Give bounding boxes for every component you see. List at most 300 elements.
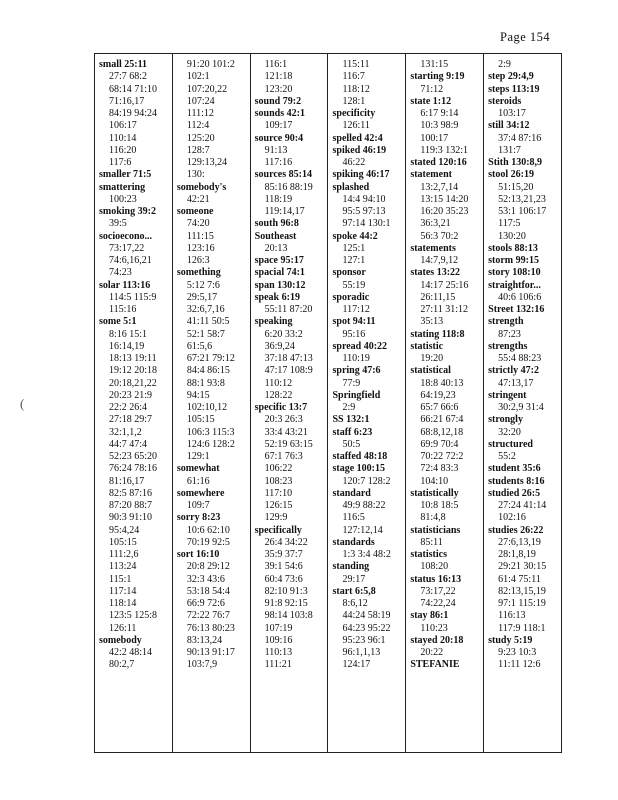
index-entry-reference: 32:3 43:6 [186,573,225,585]
index-entry-reference: 106:22 [264,463,293,475]
index-entry-reference: 61:16 [186,475,210,487]
index-entry-reference: 117:10 [264,487,293,499]
index-entry-reference: 56:3 70:2 [420,230,459,242]
index-entry-reference: 117:9 118:1 [498,622,546,634]
index-entry-reference: 110:13 [264,647,293,658]
index-entry-reference: 42:21 [186,193,210,205]
index-entry-reference: 106:17 [109,120,137,132]
index-entry-term: story 108:10 [488,267,541,279]
index-column-5 [406,54,484,752]
index-entry-reference: 80:2,7 [109,659,135,671]
index-entry-reference: 95:4,24 [109,524,140,536]
index-entry-reference: 111:2,6 [109,549,139,560]
index-entry-reference: 125:20 [186,132,215,144]
index-entry-reference: 95:23 96:1 [342,634,386,646]
index-entry-reference: 39:5 [109,218,127,230]
index-entry-reference: 109:16 [264,634,293,646]
index-entry-reference: 128:1 [342,95,366,107]
index-entry-reference: 85:11 [420,536,443,548]
index-entry-term: smaller 71:5 [99,169,152,181]
index-entry-reference: 60:4 73:6 [264,573,303,585]
index-entry-term: strengths [488,340,528,352]
index-entry-reference: 36:9,24 [264,340,295,352]
index-entry-term: stools 88:13 [488,242,538,254]
index-entry-reference: 76:13 80:23 [186,622,235,634]
index-entry-reference: 71:16,17 [109,95,145,107]
index-entry-reference: 37:4 87:16 [498,132,542,144]
index-entry-term: statistical [410,365,451,377]
index-entry-reference: 14:17 25:16 [420,279,469,291]
index-entry-term: sounds 42:1 [254,108,305,119]
index-entry-reference: 117:6 [109,157,132,168]
index-entry-reference: 13:15 14:20 [420,193,469,205]
index-entry-reference: 94:15 [186,389,210,401]
index-entry-reference: 72:4 83:3 [420,463,459,475]
index-entry-reference: 124:17 [342,659,371,671]
index-entry-reference: 83:13,24 [186,634,223,646]
index-entry-reference: 87:20 88:7 [109,500,153,511]
index-entry-term: spacial 74:1 [254,267,305,279]
index-entry-term: splashed [332,181,370,193]
index-entry-reference: 20:22 [420,647,444,658]
index-entry-term: somewhat [176,463,220,475]
index-entry-reference: 107:19 [264,622,293,634]
index-entry-reference: 98:14 103:8 [264,610,313,622]
index-entry-reference: 103:17 [498,108,526,119]
index-entry-reference: 119:14,17 [264,206,305,217]
index-entry-reference: 84:4 86:15 [186,365,230,377]
index-entry-reference: 29:5,17 [186,291,218,303]
index-entry-term: students 8:16 [488,475,545,487]
index-entry-reference: 27:7 68:2 [109,71,148,83]
index-entry-reference: 27:6,13,19 [498,536,541,548]
index-entry-reference: 6:17 9:14 [420,108,459,119]
index-entry-reference: 6:20 33:2 [264,328,303,340]
index-entry-reference: 82:5 87:16 [109,487,153,499]
index-entry-term: strongly [488,414,523,426]
index-entry-term: smoking 39:2 [99,206,156,217]
index-entry-term: specificity [332,108,376,119]
index-entry-term: Stith 130:8,9 [488,157,543,168]
index-entry-reference: 100:23 [109,193,137,205]
index-entry-term: statistic [410,340,444,352]
index-entry-term: states 13:22 [410,267,461,279]
index-entry-reference: 32:6,7,16 [186,304,225,315]
index-entry-reference: 130: [186,169,205,181]
index-entry-term: standing [332,561,370,573]
margin-mark: ( [20,396,25,411]
index-entry-reference: 5:12 7:6 [186,279,220,291]
index-entry-reference: 66:9 72:6 [186,598,225,609]
index-column-2 [173,54,251,752]
index-entry-reference: 106:3 115:3 [186,426,235,438]
index-entry-term: somewhere [176,487,225,499]
index-entry-term: stayed 20:18 [410,634,464,646]
index-entry-term: something [176,267,221,279]
index-entry-reference: 113:24 [109,561,137,573]
index-entry-term: SS 132:1 [332,414,370,426]
index-entry-reference: 33:4 43:21 [264,426,308,438]
index-entry-reference: 53:1 106:17 [498,206,547,217]
index-entry-term: storm 99:15 [488,255,539,266]
index-entry-term: student 35:6 [488,463,541,475]
index-entry-term: some 5:1 [99,316,137,328]
index-column-4 [328,54,406,752]
index-entry-reference: 55:19 [342,279,366,291]
index-entry-reference: 102:16 [498,512,526,524]
index-entry-reference: 74:23 [109,267,132,279]
index-entry-reference: 20:23 21:9 [109,389,153,401]
index-entry-reference: 70:19 92:5 [186,536,230,548]
index-entry-reference: 73:17,22 [420,585,456,597]
index-entry-term: spoke 44:2 [332,230,378,242]
index-entry-term: smattering [99,181,146,193]
index-entry-reference: 109:7 [186,500,210,511]
index-entry-term: solar 113:16 [99,279,151,291]
index-entry-reference: 125:1 [342,242,366,254]
index-entry-reference: 108:20 [420,561,449,573]
index-entry-reference: 102:1 [186,71,210,83]
index-entry-term: spelled 42:4 [332,132,383,144]
index-entry-term: sporadic [332,291,370,303]
index-entry-term: STEFANIE [410,659,460,671]
index-entry-term: source 90:4 [254,132,304,144]
index-entry-reference: 30:2,9 31:4 [498,402,544,413]
index-entry-reference: 95:5 97:13 [342,206,386,217]
index-entry-reference: 117:5 [498,218,521,230]
index-entry-term: stating 118:8 [410,328,465,340]
word-index-table [94,53,562,753]
index-entry-reference: 117:14 [109,585,137,597]
index-entry-reference: 115:11 [342,59,370,70]
index-column-3 [251,54,329,752]
index-entry-term: stringent [488,389,527,401]
index-entry-reference: 42:2 48:14 [109,647,153,658]
index-entry-reference: 10:6 62:10 [186,524,230,536]
index-entry-term: south 96:8 [254,218,299,230]
index-entry-reference: 107:20,22 [186,83,228,95]
index-entry-term: stage 100:15 [332,463,385,475]
index-entry-reference: 110:12 [264,377,293,389]
index-entry-reference: 111:12 [186,108,214,119]
index-entry-reference: 128:7 [186,144,210,156]
index-entry-term: speaking [254,316,293,328]
index-entry-reference: 35:9 37:7 [264,549,303,560]
index-entry-reference: 11:11 12:6 [498,659,541,671]
index-entry-reference: 20:18,21,22 [109,377,157,389]
index-entry-term: spiking 46:17 [332,169,390,181]
index-entry-reference: 129:13,24 [186,157,228,168]
index-entry-reference: 27:24 41:14 [498,500,547,511]
index-entry-term: speak 6:19 [254,291,300,303]
index-entry-term: strength [488,316,524,328]
index-entry-reference: 74:20 [186,218,210,230]
index-entry-reference: 117:16 [264,157,293,168]
index-entry-reference: 74:22,24 [420,598,456,609]
index-entry-reference: 52:19 63:15 [264,438,313,450]
index-entry-reference: 71:12 [420,83,444,95]
index-entry-term: step 29:4,9 [488,71,534,83]
index-entry-reference: 64:23 95:22 [342,622,391,634]
index-entry-reference: 39:1 54:6 [264,561,303,573]
index-entry-term: span 130:12 [254,279,306,291]
index-entry-reference: 77:9 [342,377,361,389]
index-entry-term: studies 26:22 [488,524,544,536]
index-entry-reference: 44:24 58:19 [342,610,391,622]
index-entry-reference: 123:16 [186,242,215,254]
index-entry-term: small 25:11 [99,59,148,70]
index-entry-reference: 91:13 [264,144,288,156]
index-entry-reference: 118:12 [342,83,370,95]
index-entry-reference: 36:3,21 [420,218,451,230]
index-entry-reference: 100:17 [420,132,449,144]
index-entry-term: someone [176,206,214,217]
index-entry-term: straightfor... [488,279,541,291]
index-entry-term: stay 86:1 [410,610,449,622]
index-entry-reference: 66:21 67:4 [420,414,464,426]
index-entry-term: statistics [410,549,447,560]
index-entry-term: space 95:17 [254,255,304,266]
index-entry-reference: 8:16 15:1 [109,328,148,340]
index-entry-reference: 26:11,15 [420,291,456,303]
index-entry-reference: 27:11 31:12 [420,304,468,315]
index-entry-reference: 119:3 132:1 [420,144,468,156]
index-entry-reference: 2:9 [342,402,356,413]
index-entry-term: studied 26:5 [488,487,541,499]
index-entry-reference: 20:8 29:12 [186,561,230,573]
index-entry-term: spot 94:11 [332,316,376,328]
index-entry-reference: 22:2 26:4 [109,402,148,413]
page-number: Page 154 [500,30,551,44]
index-entry-reference: 20:3 26:3 [264,414,303,426]
index-entry-reference: 107:24 [186,95,215,107]
index-entry-term: sorry 8:23 [176,512,221,524]
index-entry-term: spread 40:22 [332,340,388,352]
index-entry-term: sponsor [332,267,366,279]
index-entry-reference: 126:15 [264,500,293,511]
index-entry-reference: 126:11 [342,120,370,132]
index-entry-reference: 61:4 75:11 [498,573,541,585]
index-entry-term: statements [410,242,456,254]
index-entry-reference: 26:4 34:22 [264,536,308,548]
index-entry-term: statement [410,169,452,181]
index-entry-term: start 6:5,8 [332,585,376,597]
index-entry-reference: 118:14 [109,598,137,609]
index-column-6 [484,54,561,752]
index-entry-reference: 116:5 [342,512,365,524]
index-entry-reference: 52:1 58:7 [186,328,225,340]
index-entry-reference: 68:8,12,18 [420,426,464,438]
index-entry-term: sound 79:2 [254,95,302,107]
index-entry-reference: 73:17,22 [109,242,145,254]
index-entry-reference: 102:10,12 [186,402,228,413]
index-entry-term: statistically [410,487,459,499]
index-entry-term: structured [488,438,533,450]
index-entry-reference: 129:1 [186,451,210,462]
index-entry-reference: 110:14 [109,132,137,144]
index-entry-reference: 47:13,17 [498,377,534,389]
index-entry-reference: 128:22 [264,389,293,401]
index-entry-reference: 19:12 20:18 [109,365,158,377]
index-entry-reference: 116:13 [498,610,526,622]
index-entry-reference: 64:19,23 [420,389,456,401]
index-entry-reference: 131:7 [498,144,521,156]
index-entry-reference: 110:23 [420,622,448,634]
index-entry-term: status 16:13 [410,573,462,585]
index-entry-term: study 5:19 [488,634,533,646]
index-entry-reference: 28:1,8,19 [498,549,536,560]
index-entry-term: sort 16:10 [176,549,220,560]
index-entry-reference: 81:4,8 [420,512,446,524]
index-entry-reference: 69:9 70:4 [420,438,459,450]
index-column-1 [95,54,173,752]
index-entry-reference: 20:13 [264,242,288,254]
index-entry-term: steroids [488,95,522,107]
index-entry-term: somebody [99,634,142,646]
index-entry-reference: 52:13,21,23 [498,193,546,205]
index-entry-term: specifically [254,524,302,536]
index-entry-reference: 14:7,9,12 [420,255,459,266]
index-entry-reference: 32:1,1,2 [109,426,142,438]
index-entry-reference: 116:20 [109,144,137,156]
index-entry-reference: 108:23 [264,475,293,487]
index-entry-reference: 32:20 [498,426,521,438]
index-entry-reference: 127:12,14 [342,524,383,536]
index-entry-reference: 9:23 10:3 [498,647,537,658]
index-entry-reference: 18:13 19:11 [109,353,157,364]
index-entry-term: Street 132:16 [488,304,545,315]
index-entry-term: spiked 46:19 [332,144,387,156]
index-entry-term: stool 26:19 [488,169,534,181]
index-entry-reference: 76:24 78:16 [109,463,158,475]
index-entry-term: stated 120:16 [410,157,467,168]
index-entry-reference: 85:16 88:19 [264,181,313,193]
index-entry-reference: 127:1 [342,255,366,266]
index-entry-reference: 44:7 47:4 [109,438,148,450]
index-entry-term: staffed 48:18 [332,451,388,462]
index-entry-term: Springfield [332,389,381,401]
index-entry-reference: 88:1 93:8 [186,377,225,389]
index-entry-reference: 37:18 47:13 [264,353,313,364]
index-entry-term: socioecono... [99,230,153,242]
index-entry-reference: 55:4 88:23 [498,353,542,364]
index-entry-reference: 50:5 [342,438,361,450]
index-entry-reference: 129:9 [264,512,288,524]
index-entry-reference: 74:6,16,21 [109,255,152,266]
index-entry-reference: 82:13,15,19 [498,585,546,597]
index-entry-reference: 29:21 30:15 [498,561,547,573]
index-entry-reference: 67:21 79:12 [186,353,235,364]
index-entry-reference: 65:7 66:6 [420,402,459,413]
index-entry-reference: 103:7,9 [186,659,218,671]
index-entry-reference: 1:3 3:4 48:2 [342,549,391,560]
index-entry-reference: 111:21 [264,659,292,671]
index-entry-reference: 10:8 18:5 [420,500,459,511]
index-entry-reference: 87:23 [498,328,521,340]
index-entry-reference: 97:1 115:19 [498,598,546,609]
index-entry-reference: 90:3 91:10 [109,512,153,524]
index-entry-reference: 109:17 [264,120,293,132]
index-entry-term: standard [332,487,371,499]
index-entry-term: somebody's [176,181,227,193]
index-entry-reference: 19:20 [420,353,444,364]
index-entry-reference: 18:8 40:13 [420,377,464,389]
index-entry-term: standards [332,536,375,548]
index-entry-reference: 91:20 101:2 [186,59,235,70]
index-entry-term: state 1:12 [410,95,452,107]
index-entry-reference: 123:20 [264,83,293,95]
index-entry-reference: 90:13 91:17 [186,647,235,658]
index-entry-reference: 115:1 [109,573,132,585]
index-entry-reference: 117:12 [342,304,370,315]
index-entry-reference: 91:8 92:15 [264,598,308,609]
index-entry-term: sources 85:14 [254,169,312,181]
index-entry-reference: 124:6 128:2 [186,438,235,450]
index-entry-term: spring 47:6 [332,365,381,377]
index-entry-reference: 104:10 [420,475,449,487]
index-entry-reference: 13:2,7,14 [420,181,459,193]
index-entry-reference: 116:7 [342,71,365,83]
index-entry-reference: 51:15,20 [498,181,534,193]
index-entry-reference: 61:5,6 [186,340,213,352]
index-entry-reference: 114:5 115:9 [109,291,157,303]
index-entry-reference: 14:4 94:10 [342,193,386,205]
index-entry-reference: 70:22 72:2 [420,451,464,462]
index-entry-reference: 16:14,19 [109,340,145,352]
index-entry-reference: 27:18 29:7 [109,414,153,426]
index-entry-reference: 49:9 88:22 [342,500,386,511]
index-entry-reference: 40:6 106:6 [498,291,542,303]
index-entry-term: staff 6:23 [332,426,373,438]
index-entry-reference: 53:18 54:4 [186,585,230,597]
index-entry-reference: 131:15 [420,59,449,70]
index-entry-reference: 10:3 98:9 [420,120,459,132]
index-entry-term: steps 113:19 [488,83,540,95]
index-entry-reference: 110:19 [342,353,370,364]
index-entry-term: still 34:12 [488,120,530,132]
index-entry-reference: 120:7 128:2 [342,475,391,487]
index-entry-reference: 105:15 [186,414,215,426]
index-entry-reference: 82:10 91:3 [264,585,308,597]
index-entry-reference: 118:19 [264,193,293,205]
index-entry-reference: 121:18 [264,71,293,83]
index-entry-reference: 95:16 [342,328,366,340]
index-entry-reference: 105:15 [109,536,137,548]
index-entry-term: strictly 47:2 [488,365,539,377]
index-entry-reference: 97:14 130:1 [342,218,391,230]
index-entry-reference: 126:3 [186,255,210,266]
index-entry-reference: 123:5 125:8 [109,610,158,622]
index-entry-reference: 29:17 [342,573,366,585]
index-entry-reference: 112:4 [186,120,210,132]
index-entry-term: specific 13:7 [254,402,308,413]
index-entry-reference: 68:14 71:10 [109,83,158,95]
index-entry-reference: 47:17 108:9 [264,365,313,377]
index-entry-reference: 55:2 [498,451,516,462]
index-entry-reference: 72:22 76:7 [186,610,230,622]
index-entry-term: starting 9:19 [410,71,465,83]
index-entry-reference: 55:11 87:20 [264,304,313,315]
index-entry-reference: 35:13 [420,316,444,328]
index-entry-reference: 126:11 [109,622,137,634]
index-entry-reference: 2:9 [498,59,511,70]
index-entry-reference: 81:16,17 [109,475,145,487]
index-entry-term: Southeast [254,230,297,242]
index-entry-reference: 130:20 [498,230,526,242]
index-entry-reference: 46:22 [342,157,366,168]
index-entry-reference: 67:1 76:3 [264,451,303,462]
index-entry-reference: 8:6,12 [342,598,368,609]
